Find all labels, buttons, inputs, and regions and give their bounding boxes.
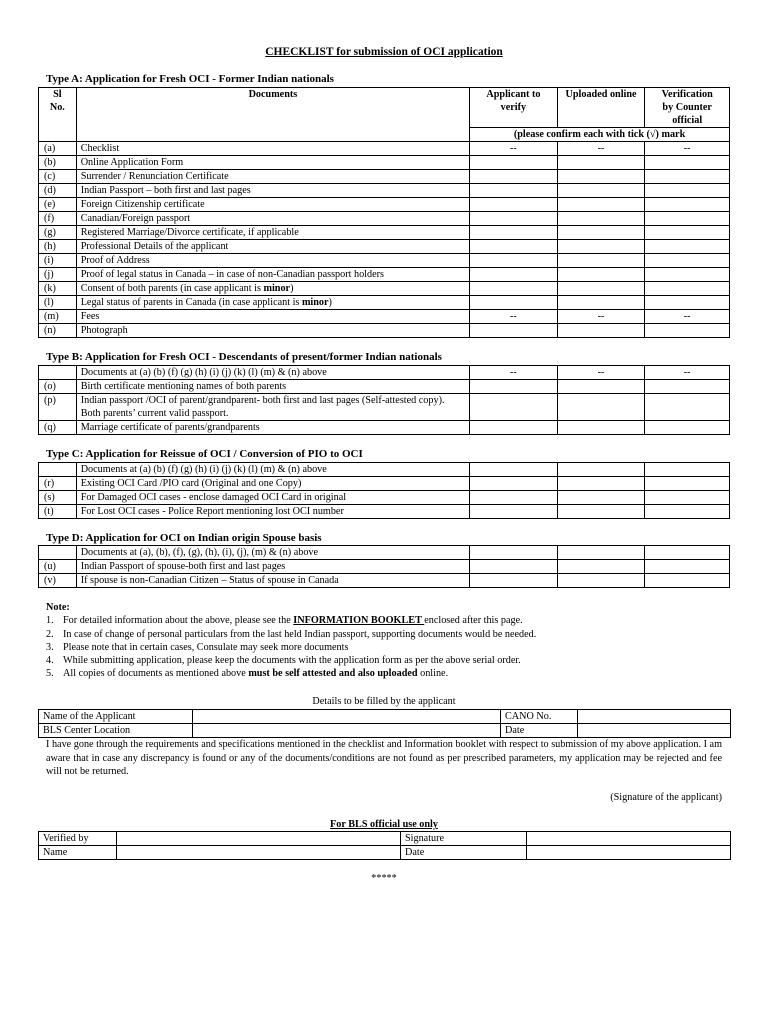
row-document: Registered Marriage/Divorce certificate, if applicable — [76, 226, 469, 240]
applicant-verify-cell[interactable]: -- — [470, 142, 558, 156]
row-document: Surrender / Renunciation Certificate — [76, 170, 469, 184]
row-document: Checklist — [76, 142, 469, 156]
uploaded-online-cell[interactable] — [557, 394, 645, 421]
row-serial — [39, 546, 77, 560]
counter-verification-cell[interactable] — [645, 560, 730, 574]
row-serial: (g) — [39, 226, 77, 240]
uploaded-online-cell[interactable]: -- — [557, 310, 645, 324]
uploaded-online-cell[interactable] — [557, 380, 645, 394]
date-field[interactable] — [578, 724, 731, 738]
checklist-row — [39, 505, 730, 519]
checklist-row — [39, 296, 730, 310]
counter-verification-cell[interactable] — [645, 394, 730, 421]
row-document: Canadian/Foreign passport — [76, 212, 469, 226]
checklist-row — [39, 240, 730, 254]
bls-location-field[interactable] — [193, 724, 501, 738]
uploaded-online-cell[interactable] — [557, 212, 645, 226]
counter-verification-cell[interactable] — [645, 282, 730, 296]
counter-verification-cell[interactable] — [645, 268, 730, 282]
type-d-table — [38, 545, 730, 588]
uploaded-online-cell[interactable] — [557, 254, 645, 268]
type-a-table — [38, 87, 730, 338]
counter-verification-cell[interactable] — [645, 226, 730, 240]
uploaded-online-cell[interactable]: -- — [557, 366, 645, 380]
counter-verification-cell[interactable] — [645, 463, 730, 477]
date-label: Date — [501, 724, 578, 738]
row-document: Professional Details of the applicant — [76, 240, 469, 254]
applicant-verify-cell[interactable] — [470, 560, 558, 574]
applicant-verify-cell[interactable] — [470, 394, 558, 421]
row-document: For Lost OCI cases - Police Report mentioning lost OCI number — [76, 505, 469, 519]
checklist-row — [39, 574, 730, 588]
applicant-verify-cell[interactable] — [470, 574, 558, 588]
uploaded-online-cell[interactable] — [557, 156, 645, 170]
bls-name-label: Name — [39, 846, 117, 860]
row-serial: (o) — [39, 380, 77, 394]
note-2: 2. In case of change of personal particulars from the last held Indian passport, supporting documents would be needed. — [46, 628, 537, 640]
signature-label: (Signature of the applicant) — [610, 792, 722, 803]
cano-label: CANO No. — [501, 710, 578, 724]
declaration-text: I have gone through the requirements and specifications mentioned in the checklist and Information booklet with respect to submission of my above application. I am aware that in case any discrepancy is found or any of the documents/conditions are not found as per prescribed parameters, my application may be rejected and fee will not be returned. — [46, 739, 722, 778]
uploaded-online-cell[interactable] — [557, 170, 645, 184]
row-document: Indian Passport of spouse-both first and last pages — [76, 560, 469, 574]
checklist-row — [39, 491, 730, 505]
applicant-verify-cell[interactable] — [470, 240, 558, 254]
row-document: Photograph — [76, 324, 469, 338]
applicant-verify-cell[interactable] — [470, 505, 558, 519]
applicant-verify-cell[interactable]: -- — [470, 366, 558, 380]
bls-official-heading: For BLS official use only — [330, 819, 438, 830]
row-document: Documents at (a) (b) (f) (g) (h) (i) (j) (k) (l) (m) & (n) above — [76, 366, 469, 380]
row-serial: (c) — [39, 170, 77, 184]
uploaded-online-header: Uploaded online — [557, 88, 645, 128]
verified-by-label: Verified by — [39, 832, 117, 846]
uploaded-online-cell[interactable] — [557, 226, 645, 240]
note-5: 5. All copies of documents as mentioned above must be self attested and also uploaded online. — [46, 668, 449, 680]
applicant-name-label: Name of the Applicant — [39, 710, 193, 724]
counter-verification-cell[interactable] — [645, 156, 730, 170]
bls-date-field[interactable] — [527, 846, 731, 860]
counter-verification-cell[interactable] — [645, 254, 730, 268]
applicant-verify-cell[interactable] — [470, 463, 558, 477]
type-d-title: Type D: Application for OCI on Indian origin Spouse basis — [46, 532, 322, 544]
checklist-row — [39, 463, 730, 477]
row-serial: (l) — [39, 296, 77, 310]
row-document: If spouse is non-Canadian Citizen – Status of spouse in Canada — [76, 574, 469, 588]
checklist-row — [39, 268, 730, 282]
uploaded-online-cell[interactable] — [557, 421, 645, 435]
row-serial: (d) — [39, 184, 77, 198]
counter-verification-cell[interactable] — [645, 240, 730, 254]
checklist-row — [39, 254, 730, 268]
row-document: Foreign Citizenship certificate — [76, 198, 469, 212]
counter-verification-cell[interactable] — [645, 198, 730, 212]
row-document: For Damaged OCI cases - enclose damaged OCI Card in original — [76, 491, 469, 505]
row-document: Documents at (a), (b), (f), (g), (h), (i), (j), (m) & (n) above — [76, 546, 469, 560]
row-document: Online Application Form — [76, 156, 469, 170]
note-3: 3. Please note that in certain cases, Consulate may seek more documents — [46, 641, 349, 653]
applicant-verify-cell[interactable] — [470, 254, 558, 268]
counter-verification-cell[interactable]: -- — [645, 366, 730, 380]
row-serial — [39, 463, 77, 477]
row-document: Birth certificate mentioning names of both parents — [76, 380, 469, 394]
end-mark: ***** — [371, 873, 397, 884]
type-a-title: Type A: Application for Fresh OCI - Former Indian nationals — [46, 73, 334, 85]
row-serial: (s) — [39, 491, 77, 505]
documents-header: Documents — [76, 88, 469, 142]
row-document: Indian Passport – both first and last pages — [76, 184, 469, 198]
counter-verification-cell[interactable] — [645, 491, 730, 505]
row-serial: (a) — [39, 142, 77, 156]
row-serial: (e) — [39, 198, 77, 212]
type-c-table — [38, 462, 730, 519]
applicant-verify-cell[interactable] — [470, 268, 558, 282]
sl-header: Sl No. — [39, 88, 77, 142]
uploaded-online-cell[interactable] — [557, 477, 645, 491]
checklist-row — [39, 421, 730, 435]
row-document: Indian passport /OCI of parent/grandparent- both first and last pages (Self-attested copy). Both parents’ current valid passport. — [76, 394, 469, 421]
uploaded-online-cell[interactable] — [557, 296, 645, 310]
applicant-verify-cell[interactable] — [470, 184, 558, 198]
row-serial: (v) — [39, 574, 77, 588]
counter-verification-cell[interactable] — [645, 574, 730, 588]
notes-heading: Note: — [46, 602, 70, 613]
notes-section — [46, 601, 736, 681]
verification-header: Verification by Counter official — [645, 88, 730, 128]
applicant-verify-cell[interactable] — [470, 282, 558, 296]
applicant-verify-header: Applicant to verify — [470, 88, 558, 128]
bls-name-field[interactable] — [117, 846, 401, 860]
row-serial: (h) — [39, 240, 77, 254]
uploaded-online-cell[interactable] — [557, 324, 645, 338]
applicant-verify-cell[interactable] — [470, 212, 558, 226]
uploaded-online-cell[interactable] — [557, 491, 645, 505]
cano-field[interactable] — [578, 710, 731, 724]
row-document: Documents at (a) (b) (f) (g) (h) (i) (j) (k) (l) (m) & (n) above — [76, 463, 469, 477]
uploaded-online-cell[interactable] — [557, 463, 645, 477]
uploaded-online-cell[interactable] — [557, 184, 645, 198]
counter-verification-cell[interactable]: -- — [645, 142, 730, 156]
applicant-verify-cell[interactable] — [470, 421, 558, 435]
row-serial: (p) — [39, 394, 77, 421]
checklist-row — [39, 156, 730, 170]
applicant-name-field[interactable] — [193, 710, 501, 724]
uploaded-online-cell[interactable] — [557, 198, 645, 212]
row-serial: (k) — [39, 282, 77, 296]
checklist-row — [39, 380, 730, 394]
counter-verification-cell[interactable] — [645, 184, 730, 198]
applicant-details-table — [38, 709, 731, 738]
bls-signature-label: Signature — [401, 832, 527, 846]
uploaded-online-cell[interactable] — [557, 505, 645, 519]
counter-verification-cell[interactable] — [645, 477, 730, 491]
counter-verification-cell[interactable] — [645, 296, 730, 310]
row-serial: (t) — [39, 505, 77, 519]
counter-verification-cell[interactable] — [645, 170, 730, 184]
bls-signature-field[interactable] — [527, 832, 731, 846]
checklist-row — [39, 546, 730, 560]
uploaded-online-cell[interactable] — [557, 268, 645, 282]
row-serial: (f) — [39, 212, 77, 226]
uploaded-online-cell[interactable]: -- — [557, 142, 645, 156]
type-b-title: Type B: Application for Fresh OCI - Descendants of present/former Indian nationals — [46, 351, 442, 363]
counter-verification-cell[interactable] — [645, 380, 730, 394]
row-serial — [39, 366, 77, 380]
tick-instruction: (please confirm each with tick (√) mark — [470, 128, 730, 142]
checklist-row — [39, 477, 730, 491]
applicant-verify-cell[interactable] — [470, 477, 558, 491]
page-title: CHECKLIST for submission of OCI application — [265, 46, 503, 58]
checklist-row — [39, 198, 730, 212]
counter-verification-cell[interactable] — [645, 324, 730, 338]
counter-verification-cell[interactable] — [645, 212, 730, 226]
row-document: Proof of Address — [76, 254, 469, 268]
applicant-verify-cell[interactable]: -- — [470, 310, 558, 324]
uploaded-online-cell[interactable] — [557, 560, 645, 574]
row-serial: (r) — [39, 477, 77, 491]
row-serial: (j) — [39, 268, 77, 282]
checklist-row — [39, 366, 730, 380]
row-serial: (n) — [39, 324, 77, 338]
applicant-verify-cell[interactable] — [470, 198, 558, 212]
uploaded-online-cell[interactable] — [557, 240, 645, 254]
row-document: Legal status of parents in Canada (in case applicant is minor) — [76, 296, 469, 310]
bls-location-label: BLS Center Location — [39, 724, 193, 738]
uploaded-online-cell[interactable] — [557, 574, 645, 588]
checklist-row — [39, 394, 730, 421]
row-serial: (m) — [39, 310, 77, 324]
type-b-table — [38, 365, 730, 435]
checklist-row — [39, 226, 730, 240]
verified-by-field[interactable] — [117, 832, 401, 846]
counter-verification-cell[interactable] — [645, 505, 730, 519]
checklist-row — [39, 560, 730, 574]
type-c-title: Type C: Application for Reissue of OCI / Conversion of PIO to OCI — [46, 448, 363, 460]
row-document: Fees — [76, 310, 469, 324]
details-heading: Details to be filled by the applicant — [312, 696, 456, 707]
bls-official-table — [38, 831, 731, 860]
row-document: Marriage certificate of parents/grandparents — [76, 421, 469, 435]
applicant-verify-cell[interactable] — [470, 170, 558, 184]
checklist-row — [39, 324, 730, 338]
applicant-verify-cell[interactable] — [470, 156, 558, 170]
applicant-verify-cell[interactable] — [470, 491, 558, 505]
row-document: Consent of both parents (in case applicant is minor) — [76, 282, 469, 296]
checklist-row — [39, 212, 730, 226]
applicant-verify-cell[interactable] — [470, 226, 558, 240]
row-serial: (i) — [39, 254, 77, 268]
counter-verification-cell[interactable]: -- — [645, 310, 730, 324]
checklist-row — [39, 310, 730, 324]
row-serial: (b) — [39, 156, 77, 170]
applicant-verify-cell[interactable] — [470, 324, 558, 338]
bls-date-label: Date — [401, 846, 527, 860]
applicant-verify-cell[interactable] — [470, 380, 558, 394]
row-document: Existing OCI Card /PIO card (Original and one Copy) — [76, 477, 469, 491]
checklist-row — [39, 282, 730, 296]
counter-verification-cell[interactable] — [645, 421, 730, 435]
uploaded-online-cell[interactable] — [557, 546, 645, 560]
checklist-row — [39, 142, 730, 156]
checklist-row — [39, 170, 730, 184]
uploaded-online-cell[interactable] — [557, 282, 645, 296]
applicant-verify-cell[interactable] — [470, 546, 558, 560]
row-serial: (u) — [39, 560, 77, 574]
counter-verification-cell[interactable] — [645, 546, 730, 560]
note-1: 1. For detailed information about the above, please see the INFORMATION BOOKLET enclosed after this page. — [46, 615, 523, 627]
row-document: Proof of legal status in Canada – in case of non-Canadian passport holders — [76, 268, 469, 282]
applicant-verify-cell[interactable] — [470, 296, 558, 310]
row-serial: (q) — [39, 421, 77, 435]
note-4: 4. While submitting application, please keep the documents with the application form as per the above serial order. — [46, 655, 521, 667]
checklist-row — [39, 184, 730, 198]
